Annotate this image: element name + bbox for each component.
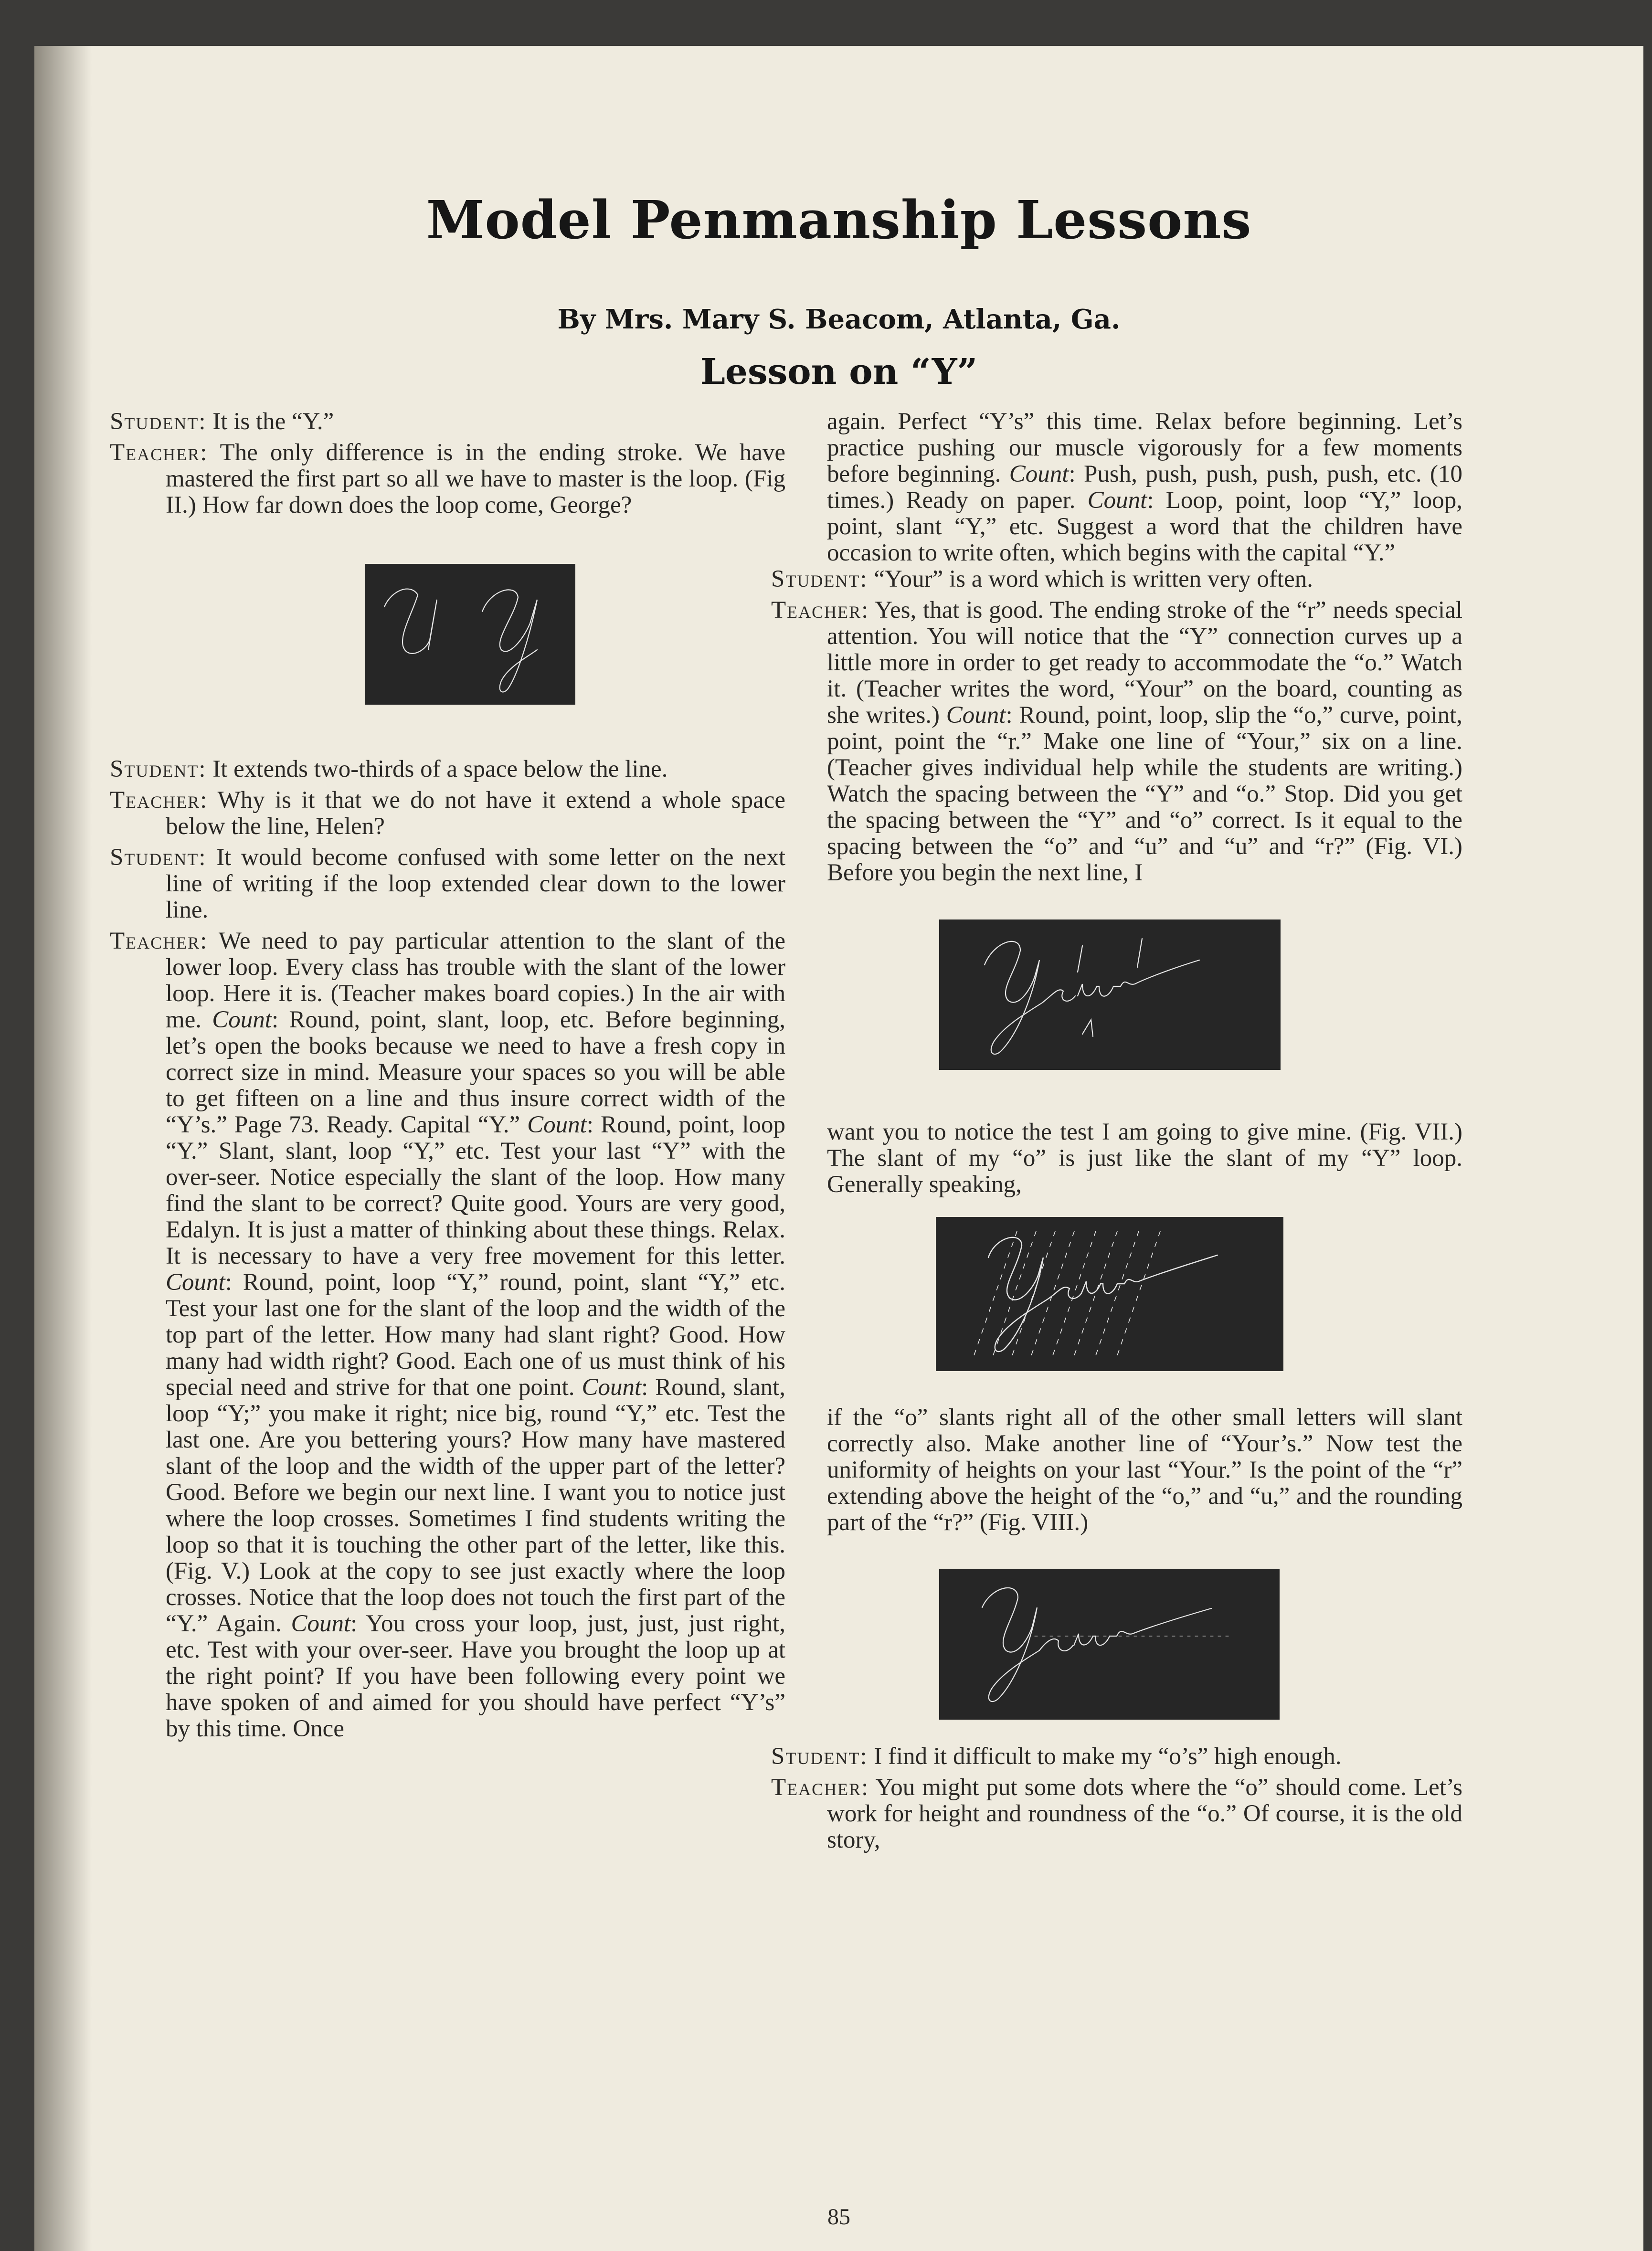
- book-page: [34, 46, 1643, 2251]
- speaker-label: Student:: [110, 844, 207, 871]
- speaker-label: Teacher:: [110, 787, 208, 814]
- dialogue-paragraph: [771, 597, 1462, 886]
- figure-vi-your: [939, 919, 1281, 1070]
- dialogue-paragraph: [110, 845, 785, 923]
- left-column: [110, 409, 785, 1747]
- count-label: Count: [1009, 461, 1069, 487]
- dialogue-paragraph: [110, 409, 785, 435]
- paragraph-text: : Loop, point, loop “Y,” loop, point, slant “Y,” etc. Suggest a word that the children have occasion to write often, which begins with the capital “Y.”: [827, 487, 1463, 566]
- dialogue-paragraph: [110, 787, 785, 840]
- paragraph-text: It is the “Y.”: [212, 408, 334, 435]
- lesson-title: Lesson on “Y”: [700, 351, 978, 392]
- dialogue-paragraph: [110, 928, 785, 1742]
- paragraph-text: It extends two-thirds of a space below the line.: [212, 756, 668, 782]
- chalk-your-slant-illustration: [936, 1217, 1283, 1371]
- paragraph-text: “Your” is a word which is written very often.: [874, 566, 1313, 592]
- dialogue-paragraph: [771, 566, 1462, 592]
- paragraph-text: We need to pay particular attention to the slant of the lower loop. Every class has trouble with the slant of the lower loop. Here it is. (Teacher makes board copies.) In the air with me.: [166, 928, 785, 1033]
- continued-paragraph: want you to notice the test I am going to give mine. (Fig. VII.) The slant of my “o” is just like the slant of my “Y” loop. Generally speaking,: [827, 1119, 1462, 1198]
- paragraph-text: I find it difficult to make my “o’s” high enough.: [874, 1743, 1342, 1770]
- continued-paragraph: if the “o” slants right all of the other small letters will slant correctly also. Make another line of “Your’s.” Now test the uniformity of heights on your last “Your.” Is the point of the “r” extending above the height of the “o,” and “u,” and the rounding part of the “r?” (Fig. VIII.): [827, 1404, 1462, 1536]
- speaker-label: Student:: [771, 566, 868, 592]
- paragraph-text: : You cross your loop, just, just, just right, etc. Test with your over-seer. Have you brought the loop up at the right point? If you have been following every point we have spoken of and aimed for you should have perfect “Y’s” by this time. Once: [166, 1610, 785, 1742]
- count-label: Count: [1087, 487, 1147, 514]
- paragraph-text: You might put some dots where the “o” should come. Let’s work for height and roundness of the “o.” Of course, it is the old story,: [827, 1774, 1463, 1853]
- figure-u-y: [365, 564, 575, 705]
- speaker-label: Student:: [110, 756, 207, 782]
- continued-paragraph: [771, 409, 1462, 566]
- paragraph-text: : Push, push, push, push, push, etc. (10 times.) Ready on paper.: [827, 461, 1462, 514]
- count-label: Count: [582, 1374, 642, 1401]
- speaker-label: Student:: [771, 1743, 868, 1770]
- dialogue-paragraph: [110, 756, 785, 782]
- paragraph-text: : Round, point, loop, slip the “o,” curve, point, point, point the “r.” Make one line of “Your,” six on a line. (Teacher gives individual help while the students are writing.) Watch the spacing between the “Y” and “o.” Stop. Did you get the spacing between the “Y” and “o” correct. Is it equal to the spacing between the “o” and “u” and “u” and “r?” (Fig. VI.) Before you begin the next line, I: [827, 702, 1463, 886]
- dialogue-paragraph: [771, 1775, 1462, 1853]
- paragraph-text: : Round, point, loop “Y.” Slant, slant, loop “Y,” etc. Test your last “Y” with the over-seer. Notice especially the slant of the loop. How many find the slant to be correct? Quite good. Yours are very good, Edalyn. It is just a matter of thinking about these things. Relax. It is necessary to have a very free movement for this letter.: [166, 1111, 786, 1269]
- paragraph-text: It would become confused with some letter on the next line of writing if the loop extended clear down to the lower line.: [166, 844, 785, 923]
- paragraph-text: : Round, slant, loop “Y;” you make it right; nice big, round “Y,” etc. Test the last one. Are you bettering yours? How many have mastered slant of the loop and the width of the upper part of the letter? Good. Before we begin our next line. I want you to notice just where the loop crosses. Sometimes I find students writing the loop so that it is touching the other part of the letter, like this. (Fig. V.) Look at the copy to see just exactly where the loop crosses. Notice that the loop does not touch the first part of the “Y.” Again.: [166, 1374, 785, 1637]
- dialogue-paragraph: [110, 440, 785, 518]
- speaker-label: Teacher:: [771, 597, 869, 624]
- chalk-u-y-illustration: [365, 564, 575, 705]
- article-title: Model Penmanship Lessons: [426, 189, 1252, 251]
- paragraph-text: Yes, that is good. The ending stroke of the “r” needs special attention. You will notice that the “Y” connection curves up a little more in order to get ready to accommodate the “o.” Watch it. (Teacher writes the word, “Your” on the board, counting as she writes.): [827, 597, 1463, 729]
- paragraph-text: Why is it that we do not have it extend a whole space below the line, Helen?: [166, 787, 785, 840]
- speaker-label: Teacher:: [110, 439, 208, 466]
- paragraph-text: again. Perfect “Y’s” this time. Relax before beginning. Let’s practice pushing our muscle vigorously for a few moments before beginning.: [827, 408, 1462, 487]
- page-number: 85: [827, 2204, 850, 2230]
- right-column: [771, 409, 1462, 1858]
- count-label: Count: [527, 1111, 587, 1138]
- figure-vii-your-slant-test: [936, 1217, 1283, 1371]
- count-label: Count: [291, 1610, 351, 1637]
- speaker-label: Teacher:: [771, 1774, 869, 1801]
- article-byline: By Mrs. Mary S. Beacom, Atlanta, Ga.: [557, 304, 1121, 335]
- paragraph-text: : Round, point, loop “Y,” round, point, slant “Y,” etc. Test your last one for the slant of the loop and the width of the top part of the letter. How many had slant right? Good. How many had width right? Good. Each one of us must think of his special need and strive for that one point.: [166, 1269, 785, 1401]
- count-label: Count: [166, 1269, 225, 1296]
- count-label: Count: [946, 702, 1006, 729]
- speaker-label: Teacher:: [110, 928, 208, 954]
- dialogue-paragraph: [771, 1744, 1462, 1770]
- chalk-your-height-illustration: [939, 1569, 1280, 1720]
- figure-viii-your-height: [939, 1569, 1280, 1720]
- paragraph-text: The only difference is in the ending stroke. We have mastered the first part so all we have to master is the loop. (Fig II.) How far down does the loop come, George?: [166, 439, 785, 518]
- count-label: Count: [212, 1006, 272, 1033]
- paragraph-text: : Round, point, slant, loop, etc. Before beginning, let’s open the books because we need to have a fresh copy in correct size in mind. Measure your spaces so you will be able to get fifteen on a line and thus insure correct width of the “Y’s.” Page 73. Ready. Capital “Y.”: [166, 1006, 785, 1138]
- chalk-your-spacing-illustration: [939, 919, 1281, 1070]
- speaker-label: Student:: [110, 408, 207, 435]
